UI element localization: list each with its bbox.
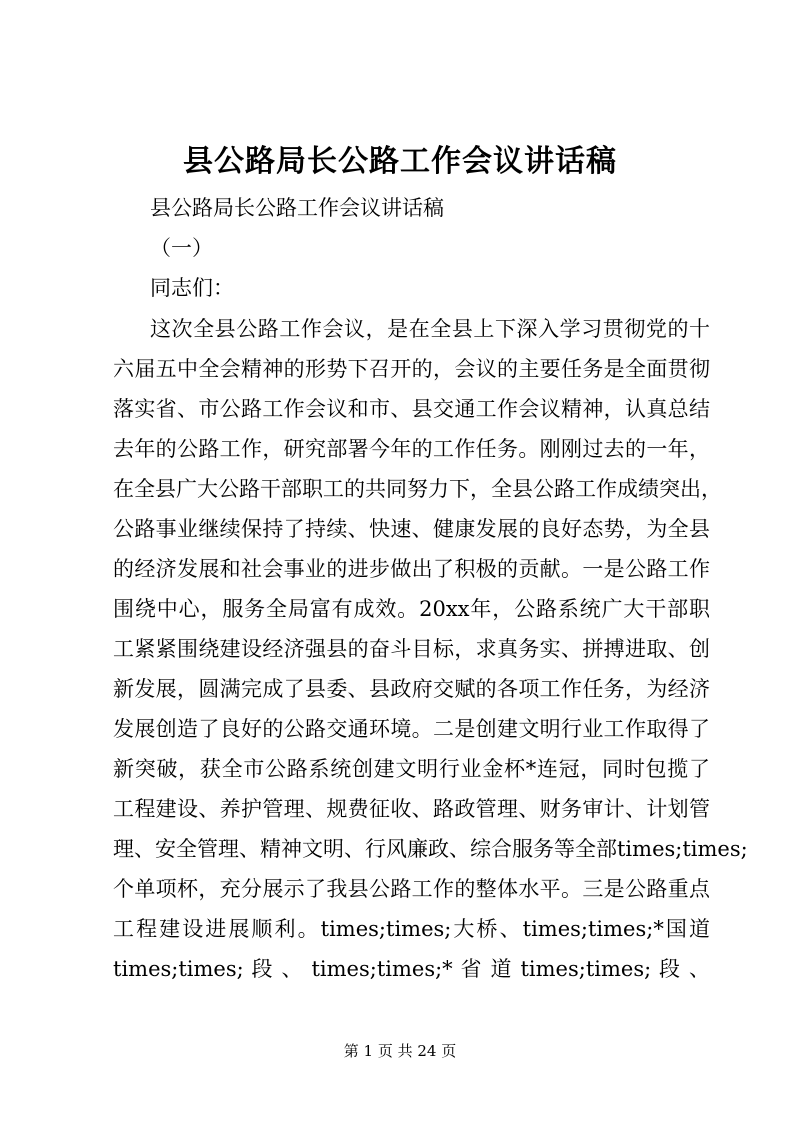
- body-line: 去年的公路工作，研究部署今年的工作任务。刚刚过去的一年，: [113, 437, 710, 461]
- body-line: 六届五中全会精神的形势下召开的，会议的主要任务是全面贯彻: [113, 357, 710, 381]
- body-line: 在全县广大公路干部职工的共同努力下，全县公路工作成绩突出，: [113, 477, 722, 501]
- body-line: 新突破，获全市公路系统创建文明行业金杯*连冠，同时包揽了: [113, 757, 710, 781]
- body-line: 工紧紧围绕建设经济强县的奋斗目标，求真务实、拼搏进取、创: [113, 637, 710, 661]
- body-line: 发展创造了良好的公路交通环境。二是创建文明行业工作取得了: [113, 717, 710, 741]
- body-line: 工程建设进展顺利。times;times;大桥、times;times;*国道: [113, 917, 710, 941]
- body-line: 理、安全管理、精神文明、行风廉政、综合服务等全部times;times;: [113, 837, 748, 861]
- body-line: 个单项杯，充分展示了我县公路工作的整体水平。三是公路重点: [113, 877, 710, 901]
- body-line: 公路事业继续保持了持续、快速、健康发展的良好态势，为全县: [113, 517, 710, 541]
- body-line: 落实省、市公路工作会议和市、县交通工作会议精神，认真总结: [113, 397, 710, 421]
- body-line: 围绕中心，服务全局富有成效。20xx年，公路系统广大干部职: [113, 597, 710, 621]
- document-title: 县公路局长公路工作会议讲话稿: [183, 144, 617, 179]
- salutation: 同志们：: [150, 276, 234, 300]
- body-line: times;times; 段 、 times;times;* 省 道 times;times; 段 、: [113, 957, 710, 981]
- body-line: 这次全县公路工作会议，是在全县上下深入学习贯彻党的十: [150, 317, 710, 341]
- body-line: 的经济发展和社会事业的进步做出了积极的贡献。一是公路工作: [113, 557, 710, 581]
- page-number-footer: 第 1 页 共 24 页: [343, 1042, 457, 1060]
- section-marker: （一）: [150, 236, 213, 260]
- body-line: 新发展，圆满完成了县委、县政府交赋的各项工作任务，为经济: [113, 677, 710, 701]
- document-subtitle: 县公路局长公路工作会议讲话稿: [150, 196, 444, 220]
- body-line: 工程建设、养护管理、规费征收、路政管理、财务审计、计划管: [113, 797, 710, 821]
